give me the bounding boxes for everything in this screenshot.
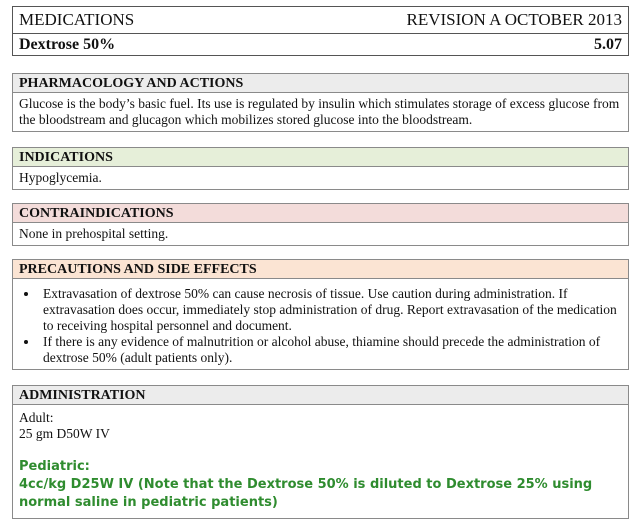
section-label: MEDICATIONS	[19, 10, 135, 29]
administration-section	[12, 385, 629, 519]
indications-text: Hypoglycemia.	[19, 170, 102, 185]
administration-body	[13, 405, 628, 515]
contraindications-title: CONTRAINDICATIONS	[13, 204, 628, 223]
drug-name: Dextrose 50%	[19, 36, 116, 53]
precautions-title: PRECAUTIONS AND SIDE EFFECTS	[13, 260, 628, 279]
header-top-row	[13, 7, 628, 34]
header-drug-row	[13, 34, 628, 56]
precautions-section	[12, 259, 629, 370]
document-header	[12, 6, 629, 56]
precautions-list	[19, 286, 622, 366]
revision-label: REVISION A OCTOBER 2013	[406, 10, 622, 29]
adult-label: Adult:	[19, 410, 54, 425]
protocol-number: 5.07	[594, 36, 622, 53]
adult-dose: 25 gm D50W IV	[19, 426, 110, 441]
list-item: • Extravasation of dextrose 50% can cause necrosis of tissue. Use caution during administration. If extravasation does occur, immediately stop administration of drug. Report extravasation of the medication to receiving hospital personnel and document.	[39, 286, 622, 334]
indications-title: INDICATIONS	[13, 148, 628, 167]
contraindications-section	[12, 203, 629, 246]
pharmacology-title: PHARMACOLOGY AND ACTIONS	[13, 74, 628, 93]
administration-title: ADMINISTRATION	[13, 386, 628, 405]
indications-section	[12, 147, 629, 190]
pediatric-dose: 4cc/kg D25W IV (Note that the Dextrose 50% is diluted to Dextrose 25% using normal saline in pediatric patients)	[19, 477, 593, 510]
contraindications-text: None in prehospital setting.	[19, 226, 169, 241]
precautions-body	[13, 279, 628, 369]
list-item: • If there is any evidence of malnutrition or alcohol abuse, thiamine should precede the administration of dextrose 50% (adult patients only).	[39, 334, 622, 366]
pediatric-label: Pediatric:	[19, 459, 90, 474]
pharmacology-section	[12, 73, 629, 132]
pharmacology-text: Glucose is the body’s basic fuel. Its use is regulated by insulin which stimulates storage of excess glucose from the bloodstream and glucagon which mobilizes stored glucose into the bloodstream.	[19, 96, 620, 127]
